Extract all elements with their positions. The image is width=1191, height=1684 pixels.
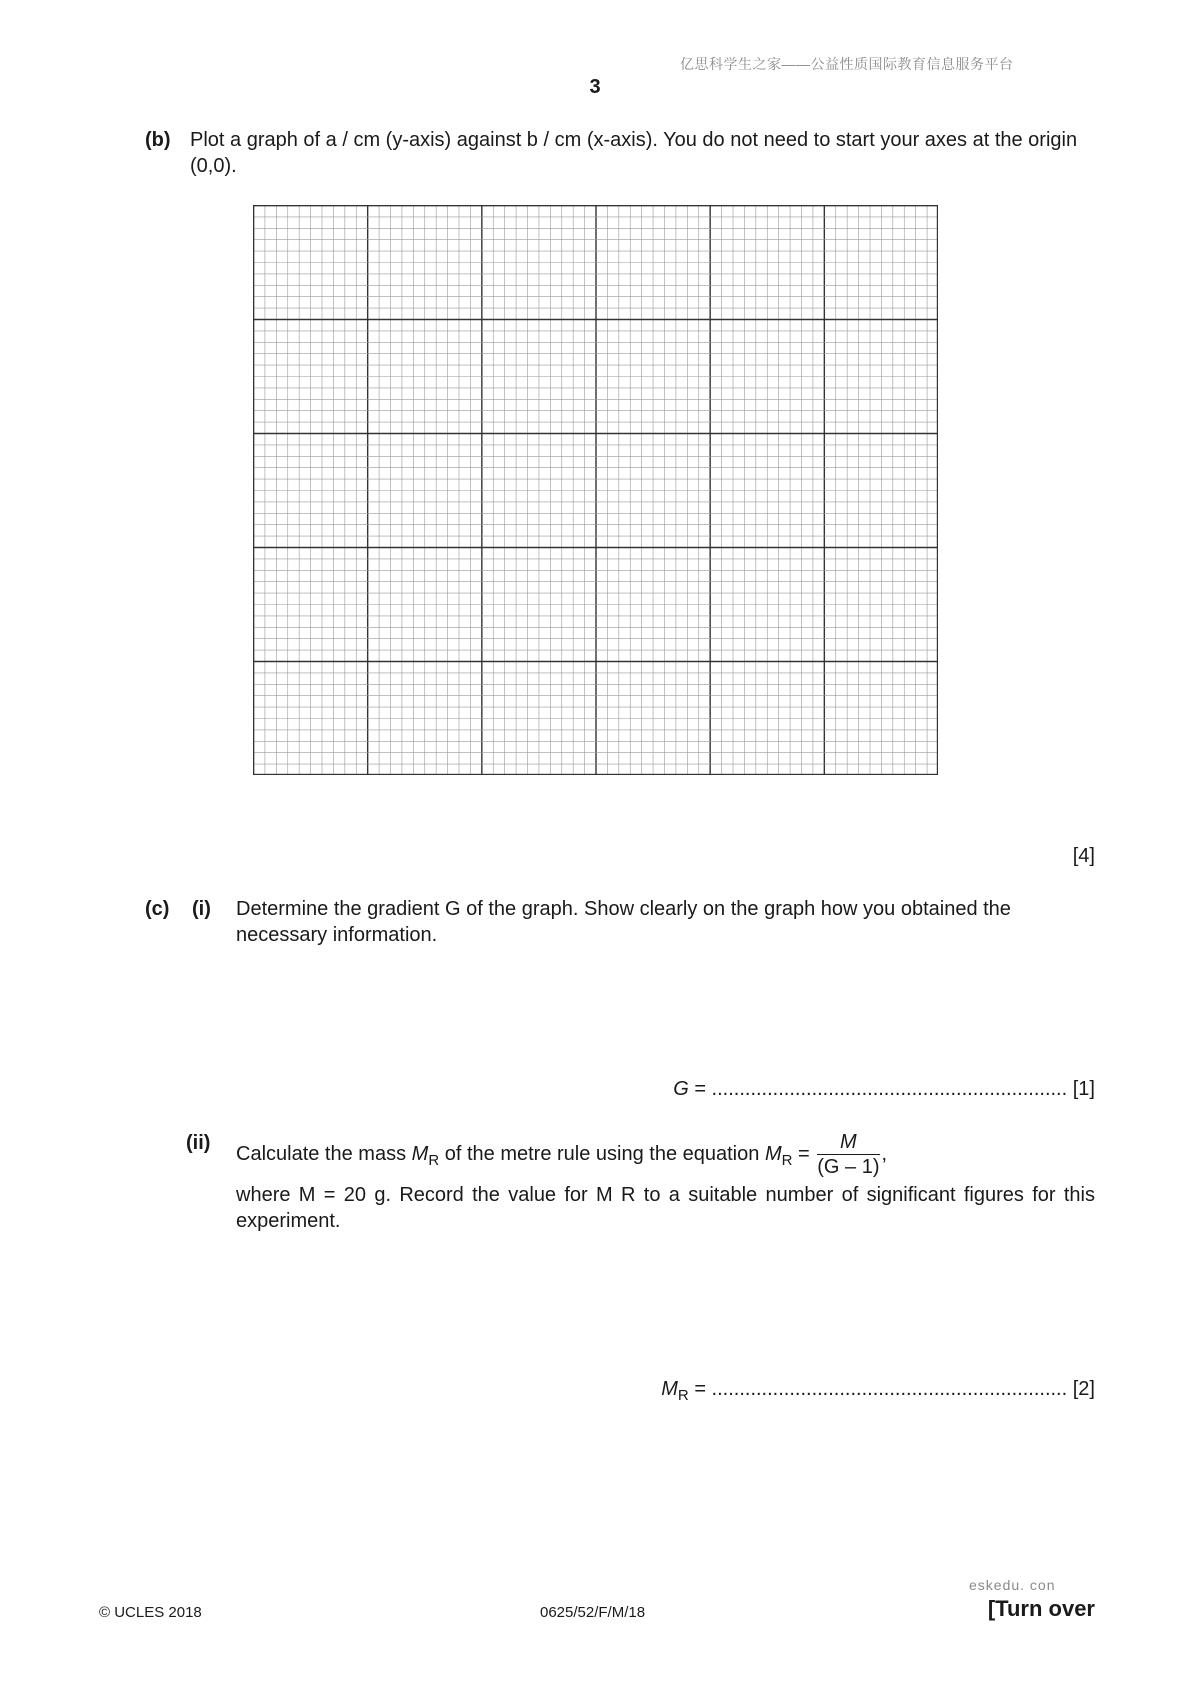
page-number: 3 xyxy=(589,76,601,98)
part-c-i-label: (i) xyxy=(192,898,211,920)
part-b-instruction: Plot a graph of a / cm (y-axis) against b / cm (x-axis). You do not need to start your axes at the origin (0,0). xyxy=(190,129,1078,177)
mass-answer-line[interactable] xyxy=(661,1378,1095,1404)
equation-lhs-symbol: M xyxy=(764,1142,782,1165)
part-c-ii-marks: [2] xyxy=(1072,1378,1095,1400)
part-b-label: (b) xyxy=(145,129,171,151)
gradient-answer-dots: = ................................................................ xyxy=(694,1078,1068,1100)
part-c-label: (c) xyxy=(145,898,170,920)
graph-grid xyxy=(253,205,938,775)
equation-fraction xyxy=(817,1130,879,1179)
part-c-ii-instruction: Calculate the mass $M_R$ of the metre rule using the equation $M_R$ = $\frac{M}{(G - 1)}$ , xyxy=(236,1131,888,1178)
graph-paper[interactable] xyxy=(253,205,938,775)
header-watermark: 亿思科学生之家——公益性质国际教育信息服务平台 xyxy=(680,56,1014,72)
mass-answer-dots: = ................................................................ xyxy=(694,1378,1068,1400)
mass-answer-subscript: R xyxy=(677,1387,689,1404)
instruction-mid: of the metre rule using the equation xyxy=(444,1142,760,1165)
part-b-marks: [4] xyxy=(1072,845,1095,867)
copyright: © UCLES 2018 xyxy=(99,1604,202,1621)
part-c-ii-label: (ii) xyxy=(186,1132,211,1154)
gradient-symbol: G xyxy=(673,1078,689,1100)
mass-subscript: R xyxy=(428,1151,440,1169)
equation-lhs-subscript: R xyxy=(781,1151,793,1169)
gradient-answer-line[interactable] xyxy=(673,1078,1095,1101)
mass-answer-symbol: M xyxy=(661,1378,678,1400)
part-c-i-marks: [1] xyxy=(1072,1078,1095,1100)
equation-denominator: (G – 1) xyxy=(817,1156,880,1178)
turn-over: [Turn over xyxy=(987,1596,1095,1621)
mass-symbol: M xyxy=(411,1142,429,1165)
instruction-start: Calculate the mass xyxy=(236,1142,407,1165)
footer-watermark: eskedu. con xyxy=(969,1577,1056,1593)
paper-code: 0625/52/F/M/18 xyxy=(540,1604,646,1621)
equation-numerator: M xyxy=(817,1130,879,1155)
part-c-ii-instruction-line2: where M = 20 g. Record the value for M R to a suitable number of significant figures for this experiment. xyxy=(236,1184,1095,1232)
part-c-i-instruction: Determine the gradient G of the graph. Show clearly on the graph how you obtained the necessary information. xyxy=(236,898,1011,946)
